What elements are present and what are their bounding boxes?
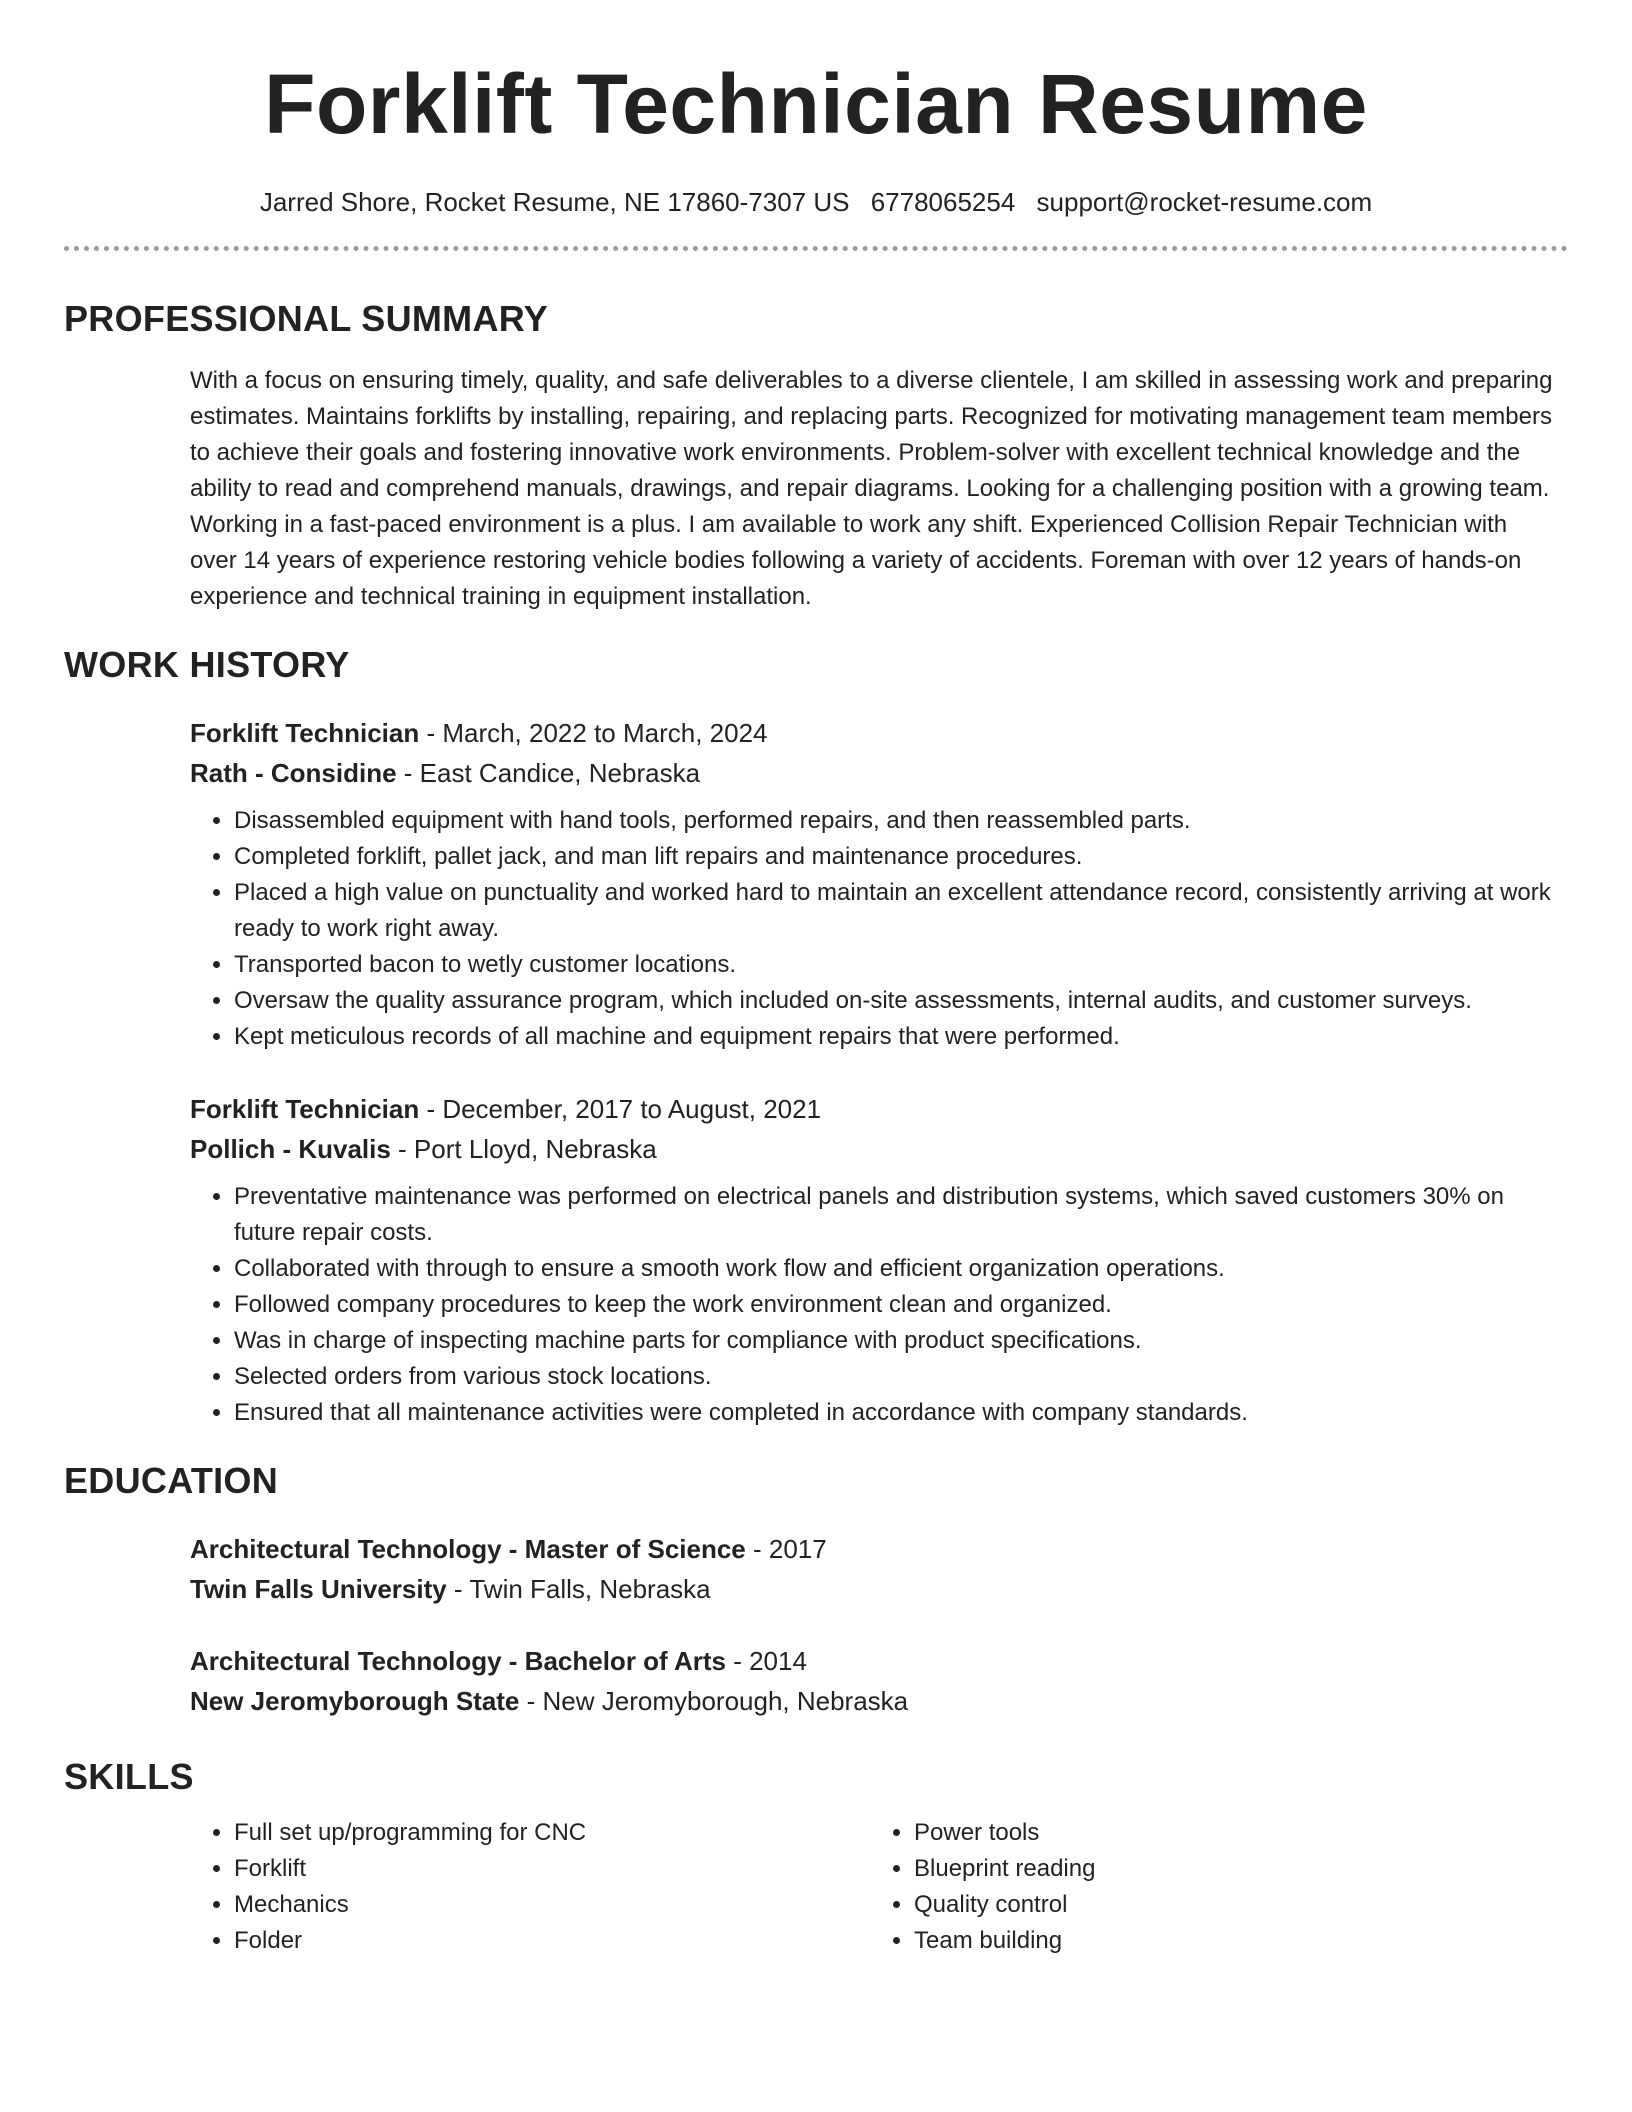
- list-item: • Followed company procedures to keep the work environment clean and organized.: [234, 1287, 1568, 1323]
- list-item: • Completed forklift, pallet jack, and man lift repairs and maintenance procedures.: [234, 839, 1568, 875]
- job-company: Pollich - Kuvalis: [190, 1134, 391, 1164]
- job-role: Forklift Technician: [190, 718, 420, 748]
- summary-heading: PROFESSIONAL SUMMARY: [64, 298, 549, 339]
- list-item: • Collaborated with through to ensure a smooth work flow and efficient organization operations.: [234, 1251, 1568, 1287]
- job-title-line: [190, 713, 1568, 753]
- skills-section: [64, 1755, 1568, 1959]
- job-location: - Port Lloyd, Nebraska: [390, 1134, 657, 1164]
- school-location: - New Jeromyborough, Nebraska: [519, 1686, 909, 1716]
- skill-item: • Forklift: [234, 1851, 870, 1887]
- education-section: [64, 1459, 1568, 1721]
- list-item: • Kept meticulous records of all machine and equipment repairs that were performed.: [234, 1019, 1568, 1055]
- school-location: - Twin Falls, Nebraska: [446, 1574, 711, 1604]
- contact-email: support@rocket-resume.com: [1036, 187, 1373, 217]
- list-item: • Disassembled equipment with hand tools, performed repairs, and then reassembled parts.: [234, 803, 1568, 839]
- degree-year: - 2014: [725, 1646, 807, 1676]
- summary-text: With a focus on ensuring timely, quality, and safe deliverables to a diverse clientele, I am skilled in assessing work and preparing estimates. Maintains forklifts by installing, repairing, and replacing parts. Recognized for motivating management team members to achieve their goals and fostering innovative work environments. Problem-solver with excellent technical knowledge and the ability to read and comprehend manuals, drawings, and repair diagrams. Looking for a challenging position with a growing team. Working in a fast-paced environment is a plus. I am available to work any shift. Experienced Collision Repair Technician with over 14 years of experience restoring vehicle bodies following a variety of accidents. Foreman with over 12 years of hands-on experience and technical training in equipment installation.: [190, 367, 1553, 610]
- job-location: - East Candice, Nebraska: [396, 758, 701, 788]
- degree-year: - 2017: [745, 1534, 827, 1564]
- skill-item: • Team building: [914, 1923, 1550, 1959]
- skill-item: • Power tools: [914, 1815, 1550, 1851]
- job-dates: - December, 2017 to August, 2021: [419, 1094, 822, 1124]
- skills-heading: SKILLS: [64, 1756, 194, 1797]
- job-title-line: [190, 1089, 1568, 1129]
- job-company: Rath - Considine: [190, 758, 397, 788]
- job-duties-list: [190, 803, 1568, 1055]
- list-item: • Transported bacon to wetly customer locations.: [234, 947, 1568, 983]
- resume-header: [64, 0, 1568, 251]
- skills-grid: [190, 1815, 1568, 1959]
- list-item: • Selected orders from various stock locations.: [234, 1359, 1568, 1395]
- degree-line: [190, 1529, 1568, 1569]
- work-history-heading: WORK HISTORY: [64, 644, 350, 685]
- job-company-line: [190, 1129, 1568, 1169]
- skill-item: • Blueprint reading: [914, 1851, 1550, 1887]
- job-company-line: [190, 753, 1568, 793]
- header-divider: [64, 246, 1568, 251]
- list-item: • Preventative maintenance was performed on electrical panels and distribution systems, which saved customers 30% on future repair costs.: [234, 1179, 1568, 1251]
- school-line: [190, 1681, 1568, 1721]
- work-history-section: [64, 643, 1568, 1431]
- skill-item: • Folder: [234, 1923, 870, 1959]
- skills-list-right: [870, 1815, 1550, 1959]
- school-line: [190, 1569, 1568, 1609]
- list-item: • Was in charge of inspecting machine parts for compliance with product specifications.: [234, 1323, 1568, 1359]
- school: New Jeromyborough State: [190, 1686, 520, 1716]
- education-entry: [190, 1529, 1568, 1609]
- degree: Architectural Technology - Bachelor of Arts: [190, 1646, 726, 1676]
- contact-line: [64, 186, 1568, 218]
- degree: Architectural Technology - Master of Science: [190, 1534, 746, 1564]
- job-entry: [190, 1089, 1568, 1431]
- job-dates: - March, 2022 to March, 2024: [419, 718, 768, 748]
- education-entry: [190, 1641, 1568, 1721]
- contact-phone: 6778065254: [870, 187, 1016, 217]
- skills-list-left: [190, 1815, 870, 1959]
- page-title: Forklift Technician Resume: [264, 57, 1368, 151]
- list-item: • Ensured that all maintenance activities were completed in accordance with company standards.: [234, 1395, 1568, 1431]
- summary-section: [64, 297, 1568, 615]
- education-heading: EDUCATION: [64, 1460, 279, 1501]
- skill-item: • Quality control: [914, 1887, 1550, 1923]
- school: Twin Falls University: [190, 1574, 447, 1604]
- degree-line: [190, 1641, 1568, 1681]
- job-entry: [190, 713, 1568, 1055]
- job-duties-list: [190, 1179, 1568, 1431]
- list-item: • Oversaw the quality assurance program, which included on-site assessments, internal audits, and customer surveys.: [234, 983, 1568, 1019]
- job-role: Forklift Technician: [190, 1094, 420, 1124]
- contact-address: Jarred Shore, Rocket Resume, NE 17860-7307 US: [259, 187, 850, 217]
- list-item: • Placed a high value on punctuality and worked hard to maintain an excellent attendance record, consistently arriving at work ready to work right away.: [234, 875, 1568, 947]
- skill-item: • Mechanics: [234, 1887, 870, 1923]
- skill-item: • Full set up/programming for CNC: [234, 1815, 870, 1851]
